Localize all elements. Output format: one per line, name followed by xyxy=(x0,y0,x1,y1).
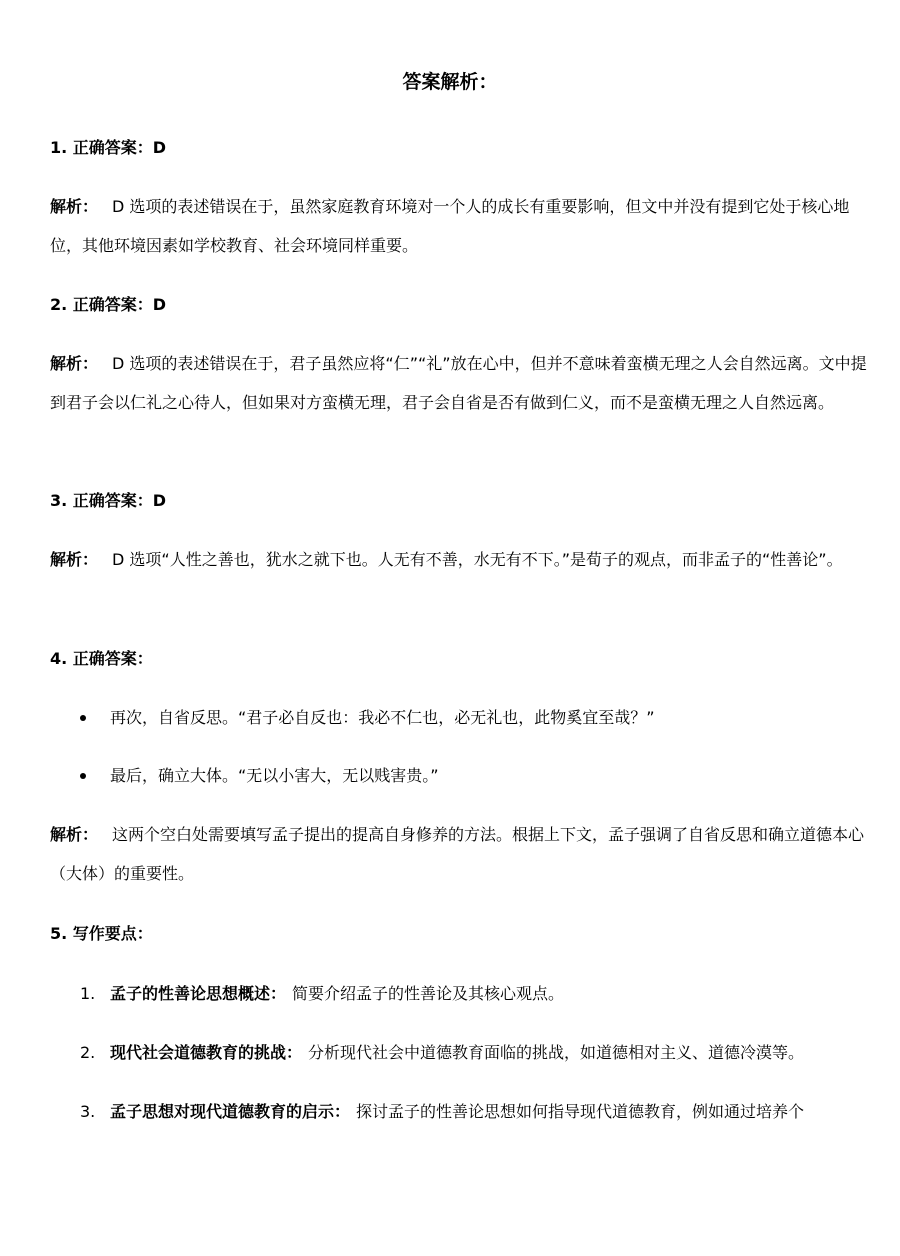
q1-explanation-label: 解析： xyxy=(50,197,99,216)
bullet-icon xyxy=(80,715,86,721)
list-item-text: 探讨孟子的性善论思想如何指导现代道德教育，例如通过培养个 xyxy=(356,1102,805,1121)
q3-explanation xyxy=(50,540,870,579)
list-item-title: 现代社会道德教育的挑战： xyxy=(110,1043,303,1062)
q4-explanation xyxy=(50,815,870,893)
bullet-icon xyxy=(80,773,86,779)
list-item-text: 简要介绍孟子的性善论及其核心观点。 xyxy=(292,984,565,1003)
q3-explanation-text: D 选项“人性之善也，犹水之就下也。人无有不善，水无有不下。”是荀子的观点，而非孟子的“性善论”。 xyxy=(112,550,843,569)
q4-explanation-text: 这两个空白处需要填写孟子提出的提高自身修养的方法。根据上下文，孟子强调了自省反思和确立道德本心（大体）的重要性。 xyxy=(50,825,865,883)
list-number: 1. xyxy=(80,984,96,1003)
page-title: 答案解析： xyxy=(402,71,498,93)
q4-bullet-text: 最后，确立大体。“无以小害大，无以贱害贵。” xyxy=(110,766,439,785)
q5-writing-points-heading: 5. 写作要点： xyxy=(50,924,153,943)
q1-answer-heading: 1. 正确答案：D xyxy=(50,138,167,157)
q4-answer-heading: 4. 正确答案： xyxy=(50,649,153,668)
q3-explanation-label: 解析： xyxy=(50,550,99,569)
list-item-title: 孟子的性善论思想概述： xyxy=(110,984,287,1003)
list-item-text: 分析现代社会中道德教育面临的挑战，如道德相对主义、道德冷漠等。 xyxy=(308,1043,805,1062)
q3-answer-heading: 3. 正确答案：D xyxy=(50,491,167,510)
q2-explanation xyxy=(50,344,870,422)
q2-answer-heading: 2. 正确答案：D xyxy=(50,295,167,314)
q2-explanation-text: D 选项的表述错误在于，君子虽然应将“仁”“礼”放在心中，但并不意味着蛮横无理之人会自然远离。文中提到君子会以仁礼之心待人，但如果对方蛮横无理，君子会自省是否有做到仁义，而不是蛮横无理之人自然远离。 xyxy=(50,354,867,412)
list-item-title: 孟子思想对现代道德教育的启示： xyxy=(110,1102,351,1121)
q1-explanation xyxy=(50,187,870,265)
list-number: 2. xyxy=(80,1043,96,1062)
q4-bullet-text: 再次，自省反思。“君子必自反也：我必不仁也，必无礼也，此物奚宜至哉？” xyxy=(110,708,655,727)
list-number: 3. xyxy=(80,1102,96,1121)
q4-explanation-label: 解析： xyxy=(50,825,99,844)
q2-explanation-label: 解析： xyxy=(50,354,99,373)
q1-explanation-text: D 选项的表述错误在于，虽然家庭教育环境对一个人的成长有重要影响，但文中并没有提到它处于核心地位，其他环境因素如学校教育、社会环境同样重要。 xyxy=(50,197,850,255)
